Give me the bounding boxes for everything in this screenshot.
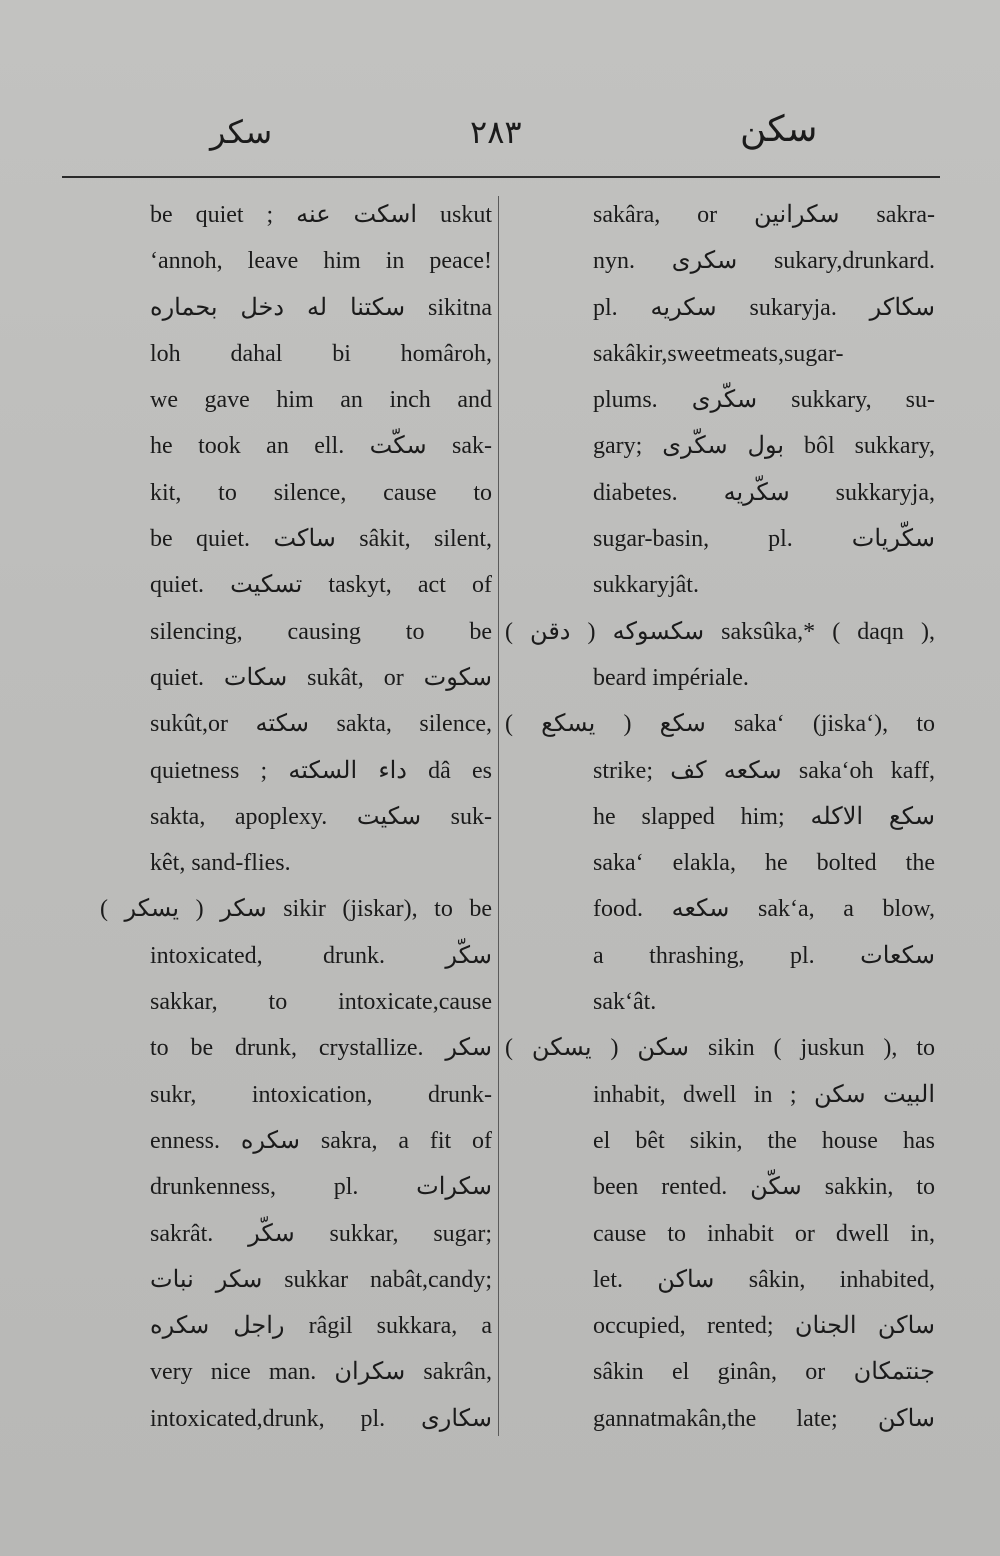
text-line: ‘annoh, leave him in peace! <box>150 248 492 275</box>
text-line: سکر نبات sukkar nabât,candy; <box>150 1266 492 1293</box>
text-line: intoxicated, drunk. سکّر <box>150 942 492 969</box>
text-line: سکتنا له دخل بحماره sikitna <box>150 294 492 321</box>
text-line: be quiet ; اسکت عنه uskut <box>150 202 492 228</box>
text-line: sakâra, or سکرانین sakra- <box>593 202 935 228</box>
text-line: sukkaryjât. <box>593 572 699 599</box>
text-line: diabetes. سکّریه sukkaryja, <box>593 479 935 506</box>
entry-headword-line: سکر ( یسکر ) sikir (jiskar), to be <box>100 896 492 923</box>
text-line: sukr, intoxication, drunk- <box>150 1081 492 1108</box>
entry-headword-line: سکع ( یسکع ) saka‘ (jiska‘), to <box>505 711 935 738</box>
text-line: beard impériale. <box>593 664 749 691</box>
text-line: راجل سکره râgil sukkara, a <box>150 1313 492 1340</box>
text-line: sak‘ât. <box>593 989 657 1016</box>
text-line: sâkin el ginân, or جنتمکان <box>593 1359 935 1386</box>
text-line: gannatmakân,the late; ساکن <box>593 1405 935 1432</box>
text-line: be quiet. ساکت sâkit, silent, <box>150 526 493 553</box>
text-line: el bêt sikin, the house has <box>593 1127 935 1154</box>
text-line: a thrashing, pl. سکعات <box>593 942 935 969</box>
text-line: food. سکعه sak‘a, a blow, <box>593 896 935 923</box>
left-column <box>100 192 492 1442</box>
page-header <box>60 105 940 165</box>
text-line: quietness ; داء السکته dâ es <box>150 757 492 784</box>
text-line: pl. سکریه sukaryja. سکاکر <box>593 294 935 321</box>
text-line: sugar-basin, pl. سکّریات <box>593 526 935 553</box>
text-line: been rented. سکّن sakkin, to <box>593 1174 935 1201</box>
text-line: sakta, apoplexy. سکیت suk- <box>150 803 492 830</box>
text-line: kit, to silence, cause to <box>150 479 492 506</box>
entry-headword-line: سکسوکه ( دقن ) saksûka,* ( daqn ), <box>505 618 935 645</box>
text-line: occupied, rented; ساکن الجنان <box>593 1313 935 1340</box>
right-column <box>505 192 935 1442</box>
text-line: nyn. سکری sukary,drunkard. <box>593 248 936 275</box>
header-left-word: سکر <box>210 113 273 151</box>
text-line: he took an ell. سکّت sak- <box>150 433 492 460</box>
text-line: plums. سکّری sukkary, su- <box>593 387 935 414</box>
text-line: drunkenness, pl. سکرات <box>150 1174 492 1201</box>
text-line: inhabit, dwell in ; البیت سکن <box>593 1081 936 1108</box>
text-line: gary; بول سکّری bôl sukkary, <box>593 433 935 460</box>
text-line: strike; سکعه کف saka‘oh kaff, <box>593 757 936 784</box>
entry-headword-line: سکن ( یسکن ) sikin ( juskun ), to <box>505 1035 935 1062</box>
header-rule <box>62 176 940 178</box>
text-line: sakkar, to intoxicate,cause <box>150 989 492 1016</box>
page-number: ۲۸۳ <box>470 113 522 151</box>
text-line: enness. سکره sakra, a fit of <box>150 1127 492 1154</box>
column-divider <box>498 196 499 1436</box>
text-line: he slapped him; سکع الاکله <box>593 803 936 830</box>
header-right-word: سکن <box>740 109 818 150</box>
text-line: we gave him an inch and <box>150 387 492 414</box>
text-line: very nice man. سکران sakrân, <box>150 1359 492 1386</box>
text-line: sakrât. سکّر sukkar, sugar; <box>150 1220 492 1247</box>
text-line: silencing, causing to be <box>150 618 492 645</box>
text-line: to be drunk, crystallize. سکر <box>150 1035 492 1062</box>
text-line: loh dahal bi homâroh, <box>150 340 492 367</box>
text-line: sukût,or سکته sakta, silence, <box>150 711 493 738</box>
text-line: cause to inhabit or dwell in, <box>593 1220 935 1247</box>
text-line: quiet. سکات sukât, or سکوت <box>150 664 492 691</box>
text-line: quiet. تسکیت taskyt, act of <box>150 572 492 599</box>
text-line: intoxicated,drunk, pl. سکاری <box>150 1405 492 1432</box>
text-line: saka‘ elakla, he bolted the <box>593 850 935 877</box>
text-line: kêt, sand-flies. <box>150 850 291 877</box>
text-line: sakâkir,sweetmeats,sugar- <box>593 340 844 367</box>
text-line: let. ساکن sâkin, inhabited, <box>593 1266 935 1293</box>
